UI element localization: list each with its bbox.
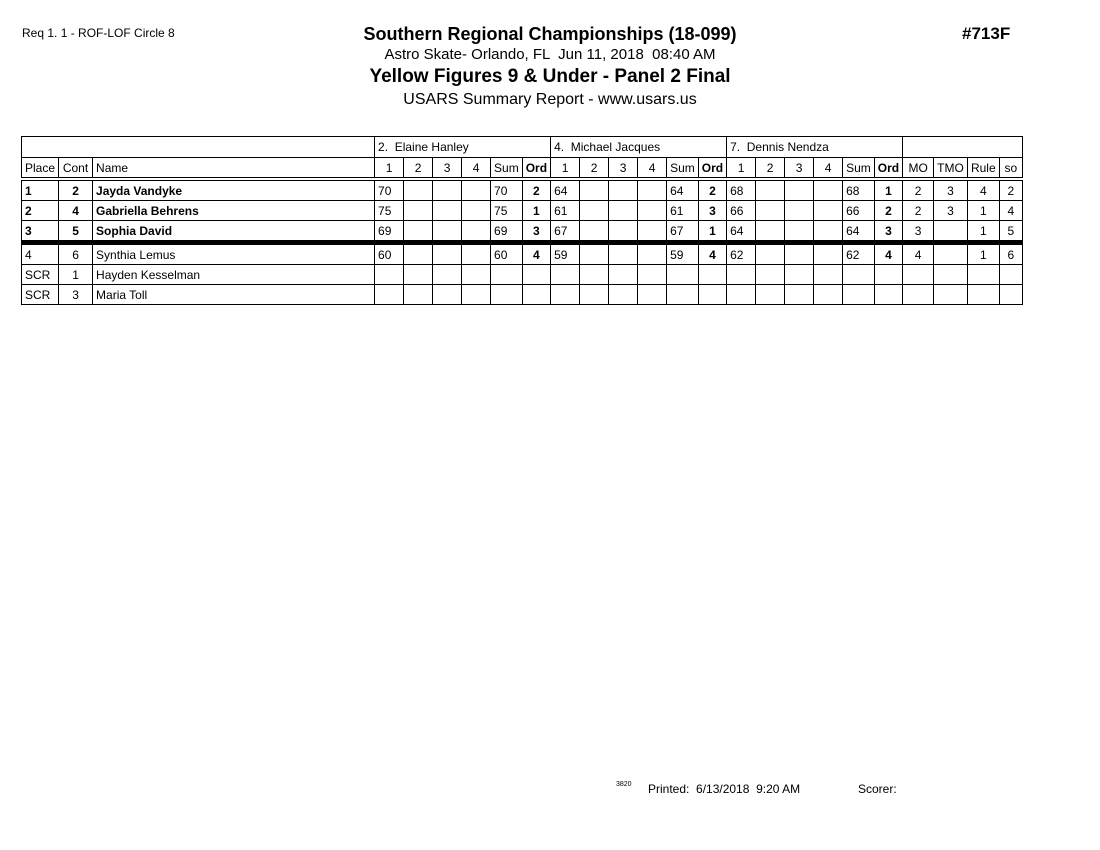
cell-judge3-score4 — [814, 285, 843, 305]
cell-judge1-ord: 1 — [522, 201, 550, 221]
judge-row-left-spacer — [22, 137, 375, 158]
requirement-label: Req 1. 1 - ROF-LOF Circle 8 — [22, 26, 175, 40]
cell-judge2-score1: 64 — [551, 179, 580, 201]
cell-place: SCR — [22, 285, 59, 305]
cell-name: Jayda Vandyke — [93, 179, 375, 201]
cell-judge1-score3 — [433, 285, 462, 305]
judge3-subheader-4: 4 — [814, 158, 843, 180]
cell-tmo — [934, 265, 968, 285]
cell-judge1-score2 — [404, 243, 433, 265]
cell-judge1-score3 — [433, 201, 462, 221]
cell-judge1-score1 — [375, 265, 404, 285]
cell-so: 4 — [999, 201, 1022, 221]
judge2-subheader-4: 4 — [638, 158, 667, 180]
judge2-subheader-ord: Ord — [698, 158, 726, 180]
name-column-header: Name — [93, 158, 375, 180]
cell-judge2-score2 — [580, 285, 609, 305]
judge3-subheader-sum: Sum — [843, 158, 875, 180]
cell-judge2-ord: 3 — [698, 201, 726, 221]
cell-judge1-score2 — [404, 285, 433, 305]
cell-judge3-score1 — [727, 265, 756, 285]
cell-judge2-score4 — [638, 285, 667, 305]
cell-judge3-sum: 68 — [843, 179, 875, 201]
cell-judge1-sum: 70 — [491, 179, 523, 201]
judge1-subheader-1: 1 — [375, 158, 404, 180]
cell-judge1-score2 — [404, 265, 433, 285]
championship-title: Southern Regional Championships (18-099) — [363, 24, 737, 44]
cell-judge1-score1: 69 — [375, 221, 404, 243]
cell-place: 4 — [22, 243, 59, 265]
cell-mo: 4 — [903, 243, 934, 265]
cell-judge2-sum — [667, 265, 699, 285]
cell-place: 1 — [22, 179, 59, 201]
cell-tmo — [934, 285, 968, 305]
cell-judge1-score1: 70 — [375, 179, 404, 201]
cell-judge3-ord: 1 — [874, 179, 902, 201]
cell-so — [999, 285, 1022, 305]
cell-judge2-score2 — [580, 179, 609, 201]
results-table — [21, 136, 1023, 305]
cell-judge3-ord: 2 — [874, 201, 902, 221]
cell-judge2-ord: 2 — [698, 179, 726, 201]
cell-rule — [967, 285, 999, 305]
document-number: #713F — [962, 24, 1011, 43]
judge1-subheader-3: 3 — [433, 158, 462, 180]
cell-judge3-score4 — [814, 179, 843, 201]
judge3-subheader-ord: Ord — [874, 158, 902, 180]
judge3-subheader-1: 1 — [727, 158, 756, 180]
cell-judge1-ord: 4 — [522, 243, 550, 265]
cell-judge2-score3 — [609, 221, 638, 243]
cell-judge2-score4 — [638, 179, 667, 201]
cell-judge3-score3 — [785, 243, 814, 265]
cont-column-header: Cont — [59, 158, 93, 180]
cell-name: Maria Toll — [93, 285, 375, 305]
cell-name: Hayden Kesselman — [93, 265, 375, 285]
cell-judge1-score1 — [375, 285, 404, 305]
cell-so — [999, 265, 1022, 285]
cell-judge1-sum: 60 — [491, 243, 523, 265]
cell-judge1-score1: 60 — [375, 243, 404, 265]
cell-judge3-score1: 62 — [727, 243, 756, 265]
cell-judge3-sum: 66 — [843, 201, 875, 221]
judge3-subheader-2: 2 — [756, 158, 785, 180]
cell-name: Sophia David — [93, 221, 375, 243]
judge2-subheader-2: 2 — [580, 158, 609, 180]
cell-judge2-ord — [698, 265, 726, 285]
table-row — [22, 265, 1023, 285]
cell-judge3-score3 — [785, 179, 814, 201]
cell-judge1-ord: 2 — [522, 179, 550, 201]
cell-cont: 3 — [59, 285, 93, 305]
cell-judge3-score4 — [814, 243, 843, 265]
cell-judge2-score2 — [580, 243, 609, 265]
judge1-subheader-sum: Sum — [491, 158, 523, 180]
cell-cont: 2 — [59, 179, 93, 201]
cell-rule: 4 — [967, 179, 999, 201]
cell-so: 5 — [999, 221, 1022, 243]
cell-judge1-ord — [522, 285, 550, 305]
cell-judge1-score2 — [404, 179, 433, 201]
cell-judge2-score3 — [609, 201, 638, 221]
judge1-subheader-2: 2 — [404, 158, 433, 180]
cell-judge2-score1: 61 — [551, 201, 580, 221]
rule-column-header: Rule — [967, 158, 999, 180]
cell-judge1-score4 — [462, 243, 491, 265]
cell-judge2-score2 — [580, 201, 609, 221]
cell-judge3-score1: 66 — [727, 201, 756, 221]
cell-judge3-score4 — [814, 221, 843, 243]
cell-judge3-score1 — [727, 285, 756, 305]
tmo-column-header: TMO — [934, 158, 968, 180]
cell-judge2-score4 — [638, 243, 667, 265]
cell-judge1-ord — [522, 265, 550, 285]
cell-judge3-score3 — [785, 201, 814, 221]
cell-judge3-ord — [874, 285, 902, 305]
cell-name: Synthia Lemus — [93, 243, 375, 265]
cell-judge1-score4 — [462, 179, 491, 201]
cell-judge1-score3 — [433, 179, 462, 201]
cell-judge3-sum: 64 — [843, 221, 875, 243]
cell-judge2-score2 — [580, 221, 609, 243]
cell-judge2-score4 — [638, 201, 667, 221]
cell-judge2-score2 — [580, 265, 609, 285]
footer-code: 3820 — [616, 781, 632, 788]
cell-name: Gabriella Behrens — [93, 201, 375, 221]
cell-judge3-score1: 68 — [727, 179, 756, 201]
cell-judge2-sum: 64 — [667, 179, 699, 201]
cell-judge3-score2 — [756, 243, 785, 265]
cell-judge2-score3 — [609, 285, 638, 305]
cell-judge1-score3 — [433, 265, 462, 285]
cell-judge2-score3 — [609, 179, 638, 201]
cell-judge2-sum: 67 — [667, 221, 699, 243]
table-row — [22, 243, 1023, 265]
cell-mo: 2 — [903, 201, 934, 221]
cell-judge1-sum: 75 — [491, 201, 523, 221]
cell-judge2-sum — [667, 285, 699, 305]
cell-cont: 4 — [59, 201, 93, 221]
judge-header-1: 2. Elaine Hanley — [375, 137, 551, 158]
judge-header-3: 7. Dennis Nendza — [727, 137, 903, 158]
judge3-subheader-3: 3 — [785, 158, 814, 180]
cell-judge3-score1: 64 — [727, 221, 756, 243]
cell-judge3-ord — [874, 265, 902, 285]
cell-judge3-score2 — [756, 285, 785, 305]
cell-judge3-sum — [843, 285, 875, 305]
cell-judge1-sum — [491, 285, 523, 305]
cell-judge3-sum: 62 — [843, 243, 875, 265]
cell-judge1-score3 — [433, 221, 462, 243]
judge-header-2: 4. Michael Jacques — [551, 137, 727, 158]
cell-rule: 1 — [967, 201, 999, 221]
judge2-subheader-sum: Sum — [667, 158, 699, 180]
judge1-subheader-4: 4 — [462, 158, 491, 180]
cell-cont: 6 — [59, 243, 93, 265]
place-column-header: Place — [22, 158, 59, 180]
cell-judge2-score1: 67 — [551, 221, 580, 243]
cell-judge1-score3 — [433, 243, 462, 265]
cell-cont: 5 — [59, 221, 93, 243]
cell-judge3-score2 — [756, 179, 785, 201]
cell-judge1-sum: 69 — [491, 221, 523, 243]
cell-judge3-score3 — [785, 285, 814, 305]
judge2-subheader-1: 1 — [551, 158, 580, 180]
cell-judge2-score4 — [638, 265, 667, 285]
cell-rule: 1 — [967, 221, 999, 243]
judge2-subheader-3: 3 — [609, 158, 638, 180]
mo-column-header: MO — [903, 158, 934, 180]
table-row — [22, 201, 1023, 221]
cell-judge1-score2 — [404, 221, 433, 243]
cell-mo — [903, 285, 934, 305]
cell-mo: 3 — [903, 221, 934, 243]
cell-so: 2 — [999, 179, 1022, 201]
cell-mo: 2 — [903, 179, 934, 201]
cell-judge2-score1 — [551, 265, 580, 285]
event-title: Yellow Figures 9 & Under - Panel 2 Final — [369, 66, 731, 87]
cell-rule: 1 — [967, 243, 999, 265]
report-header — [0, 23, 1100, 110]
cell-judge2-score3 — [609, 265, 638, 285]
cell-judge2-score3 — [609, 243, 638, 265]
cell-judge3-score4 — [814, 265, 843, 285]
cell-judge3-ord: 3 — [874, 221, 902, 243]
cell-judge3-score3 — [785, 221, 814, 243]
cell-place: SCR — [22, 265, 59, 285]
cell-judge1-score1: 75 — [375, 201, 404, 221]
cell-judge1-score4 — [462, 201, 491, 221]
cell-judge2-score1: 59 — [551, 243, 580, 265]
cell-tmo: 3 — [934, 201, 968, 221]
cell-judge2-ord — [698, 285, 726, 305]
cell-cont: 1 — [59, 265, 93, 285]
report-type-line: USARS Summary Report - www.usars.us — [403, 91, 697, 108]
cell-rule — [967, 265, 999, 285]
cell-judge3-score2 — [756, 265, 785, 285]
cell-judge2-sum: 59 — [667, 243, 699, 265]
cell-judge3-sum — [843, 265, 875, 285]
judge1-subheader-ord: Ord — [522, 158, 550, 180]
cell-judge3-score3 — [785, 265, 814, 285]
table-row — [22, 221, 1023, 243]
venue-date-line: Astro Skate- Orlando, FL Jun 11, 2018 08:40 AM — [384, 46, 716, 63]
cell-so: 6 — [999, 243, 1022, 265]
cell-tmo: 3 — [934, 179, 968, 201]
printed-timestamp: Printed: 6/13/2018 9:20 AM — [648, 782, 801, 796]
cell-judge1-score4 — [462, 285, 491, 305]
cell-judge2-ord: 1 — [698, 221, 726, 243]
cell-tmo — [934, 243, 968, 265]
cell-judge1-score4 — [462, 221, 491, 243]
cell-judge2-sum: 61 — [667, 201, 699, 221]
cell-judge1-score2 — [404, 201, 433, 221]
judge-row-right-spacer — [903, 137, 1023, 158]
cell-judge1-ord: 3 — [522, 221, 550, 243]
cell-judge1-sum — [491, 265, 523, 285]
cell-mo — [903, 265, 934, 285]
cell-judge3-score2 — [756, 201, 785, 221]
table-row — [22, 179, 1023, 201]
cell-place: 3 — [22, 221, 59, 243]
cell-judge1-score4 — [462, 265, 491, 285]
cell-place: 2 — [22, 201, 59, 221]
cell-judge2-ord: 4 — [698, 243, 726, 265]
cell-tmo — [934, 221, 968, 243]
cell-judge3-score2 — [756, 221, 785, 243]
table-row — [22, 285, 1023, 305]
so-column-header: so — [999, 158, 1022, 180]
cell-judge3-score4 — [814, 201, 843, 221]
cell-judge2-score4 — [638, 221, 667, 243]
cell-judge2-score1 — [551, 285, 580, 305]
cell-judge3-ord: 4 — [874, 243, 902, 265]
scorer-label: Scorer: — [858, 782, 897, 796]
